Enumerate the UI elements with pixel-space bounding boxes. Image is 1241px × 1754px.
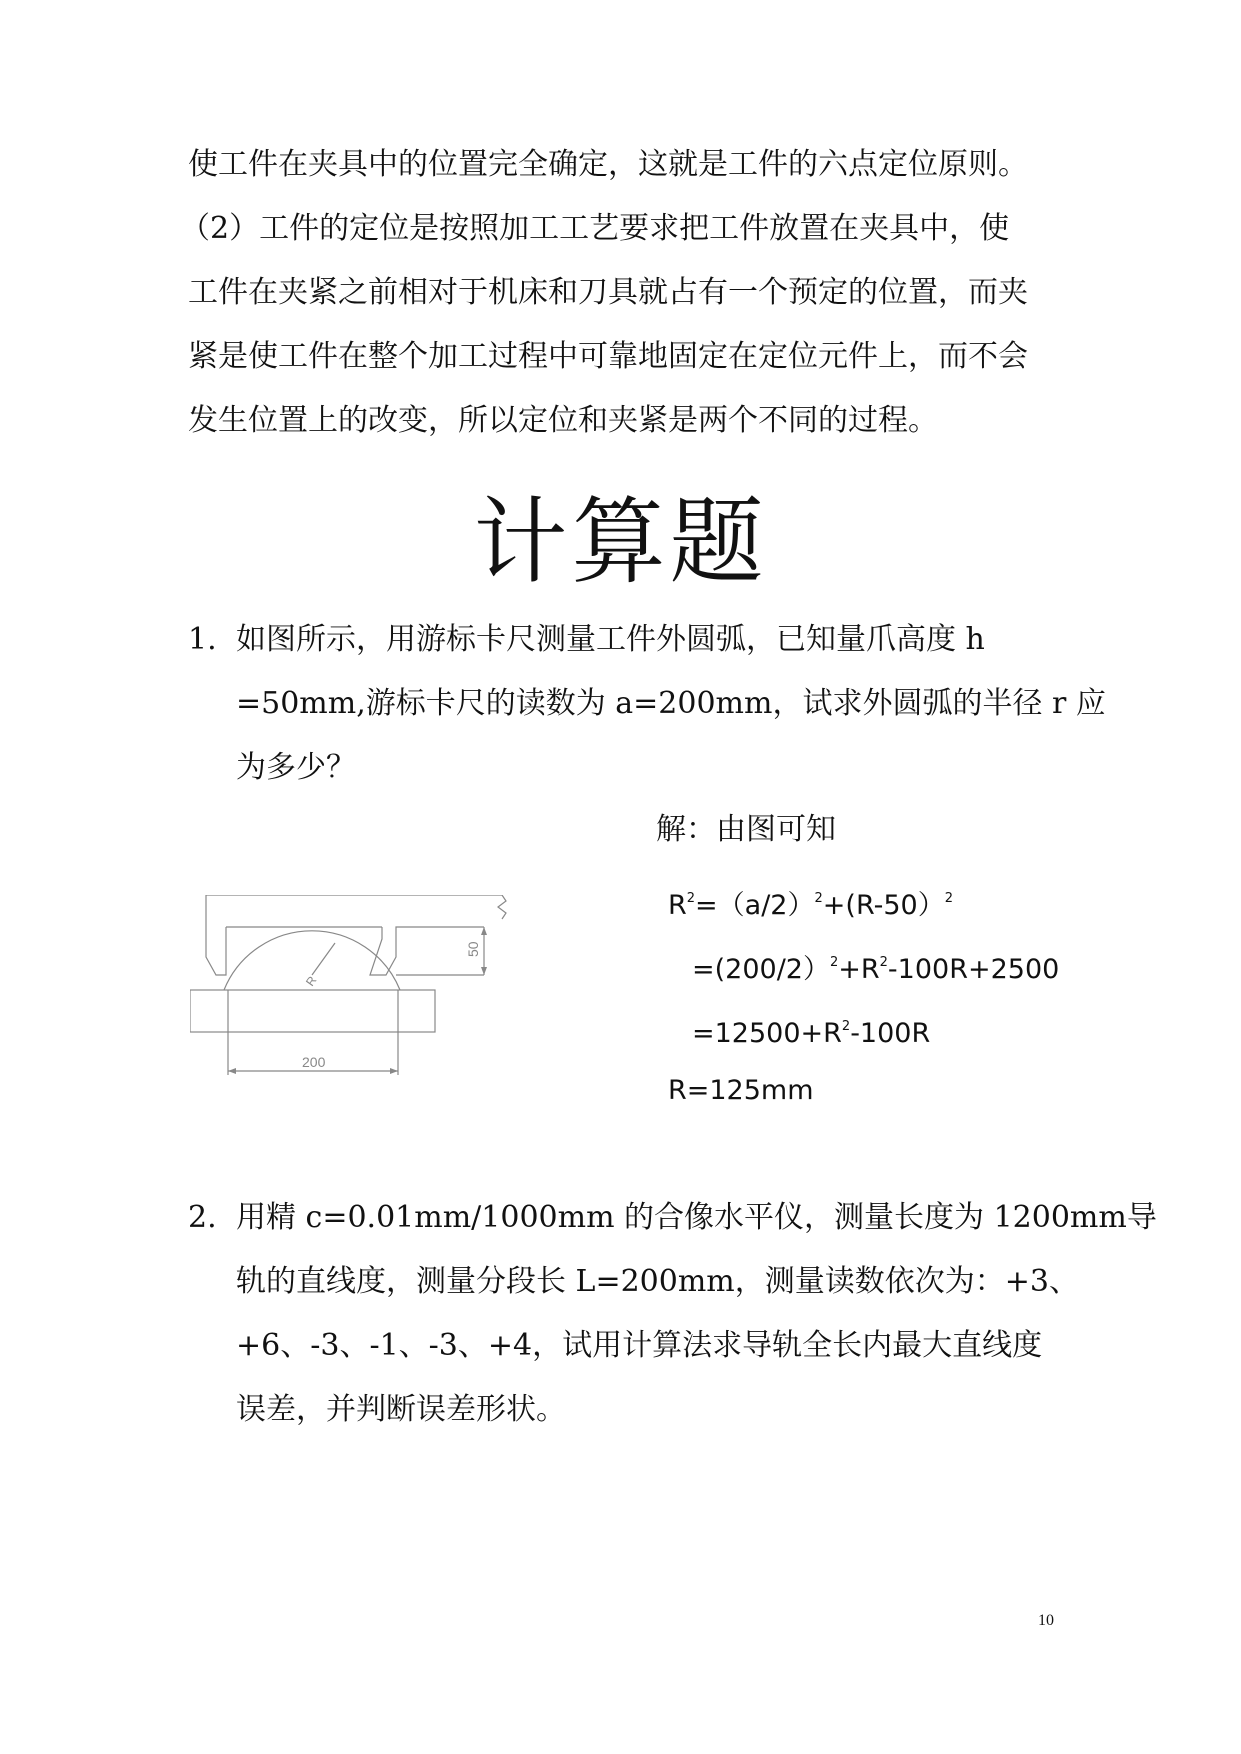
intro-line-4: 紧是使工件在整个加工过程中可靠地固定在定位元件上，而不会: [188, 339, 1028, 374]
question1-line-1: 如图所示，用游标卡尺测量工件外圆弧，已知量爪高度 h: [236, 622, 985, 657]
question2-line-4: 误差，并判断误差形状。: [236, 1392, 566, 1427]
dim-height-label: 50: [465, 941, 481, 957]
question2-line-1: 用精 c=0.01mm/1000mm 的合像水平仪，测量长度为 1200mm导: [236, 1200, 1157, 1235]
intro-line-5: 发生位置上的改变，所以定位和夹紧是两个不同的过程。: [188, 403, 938, 438]
intro-line-2: （2）工件的定位是按照加工工艺要求把工件放置在夹具中，使: [180, 211, 1010, 246]
question1-line-3: 为多少？: [236, 750, 356, 785]
question2-line-2: 轨的直线度，测量分段长 L=200mm，测量读数依次为：+3、: [236, 1264, 1079, 1299]
intro-line-1: 使工件在夹具中的位置完全确定，这就是工件的六点定位原则。: [188, 147, 1028, 182]
caliper-diagram: [190, 895, 530, 1095]
section-title: 计算题: [473, 488, 768, 597]
question1-number: 1.: [188, 622, 217, 657]
page-number: 10: [1038, 1612, 1054, 1629]
solution-eq-1: $R^2=(a/2)^2+(R-50)^2$: [668, 890, 953, 921]
question1-line-2: =50mm,游标卡尺的读数为 a=200mm，试求外圆弧的半径 r 应: [236, 686, 1106, 721]
intro-line-3: 工件在夹紧之前相对于机床和刀具就占有一个预定的位置，而夹: [188, 275, 1028, 310]
solution-intro: 解：由图可知: [656, 812, 836, 847]
solution-eq-2: $=(200/2)^2+R^2-100R+2500$: [692, 954, 1060, 985]
dim-width-label: 200: [302, 1054, 326, 1070]
radius-label: R: [302, 973, 320, 989]
solution-eq-3: $=12500+R^2-100R$: [692, 1018, 931, 1049]
question2-line-3: +6、-3、-1、-3、+4，试用计算法求导轨全长内最大直线度: [236, 1328, 1043, 1363]
question2-number: 2.: [188, 1200, 217, 1235]
solution-answer: R=125mm: [668, 1075, 814, 1106]
